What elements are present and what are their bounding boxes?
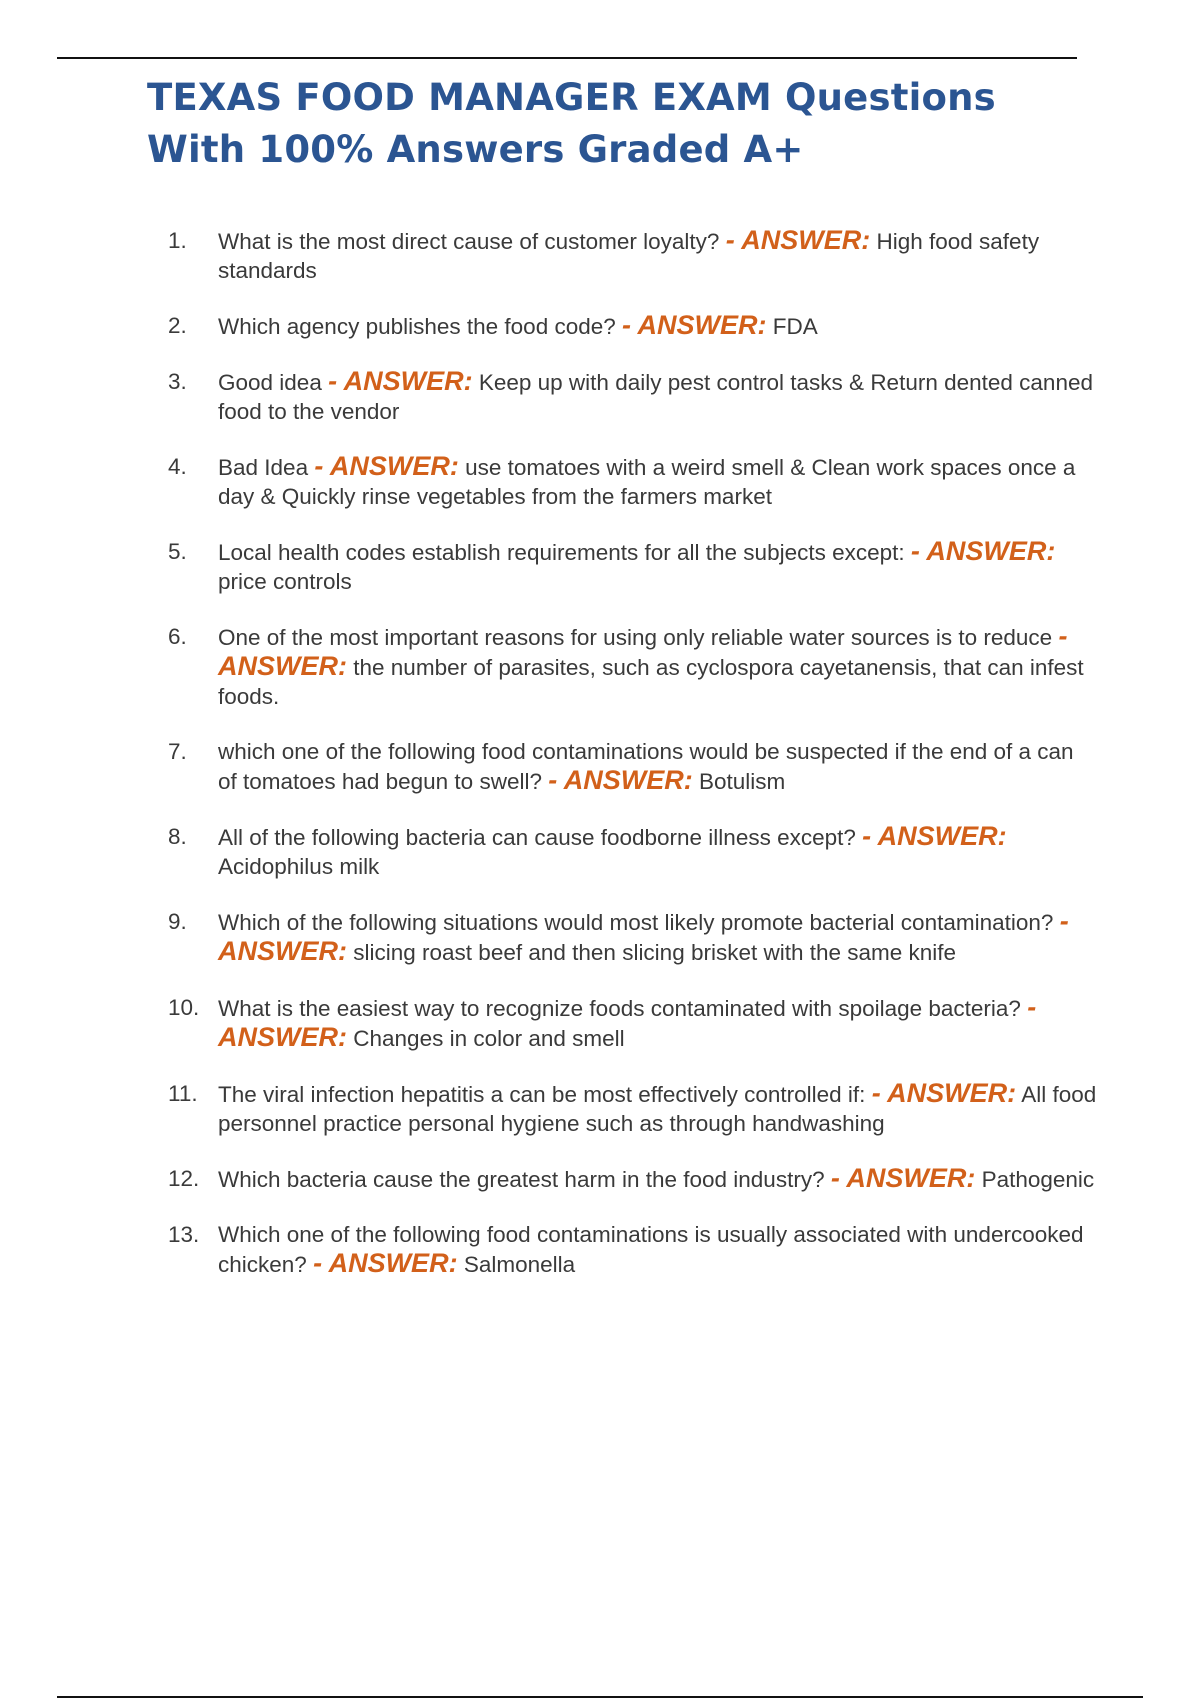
answer-text: Keep up with daily pest control tasks & Return dented canned food to the vendor xyxy=(218,370,1093,424)
question-item xyxy=(168,452,1098,511)
question-number: 11. xyxy=(168,1081,198,1106)
question-body xyxy=(218,622,1098,711)
question-number: 9. xyxy=(168,909,187,934)
bottom-divider xyxy=(57,1696,1143,1698)
question-number: 12. xyxy=(168,1166,200,1191)
question-body xyxy=(218,367,1098,426)
question-item xyxy=(168,907,1098,967)
question-text: Which agency publishes the food code? xyxy=(218,314,616,339)
answer-text: Changes in color and smell xyxy=(353,1026,625,1051)
answer-text: slicing roast beef and then slicing brisket with the same knife xyxy=(353,940,957,965)
answer-label: - ANSWER: xyxy=(830,1163,976,1193)
question-text: which one of the following food contaminations would be suspected if the end of a can of tomatoes had begun to swell? xyxy=(218,739,1074,794)
question-body xyxy=(218,452,1098,511)
answer-label: - ANSWER: xyxy=(218,906,1069,966)
answer-text: Salmonella xyxy=(463,1252,576,1277)
question-number: 1. xyxy=(168,228,187,253)
question-item xyxy=(168,537,1098,596)
question-text: What is the easiest way to recognize foods contaminated with spoilage bacteria? xyxy=(218,996,1021,1021)
question-item xyxy=(168,737,1098,796)
question-item xyxy=(168,822,1098,881)
answer-text: FDA xyxy=(772,314,818,339)
question-number: 5. xyxy=(168,539,187,564)
question-number: 3. xyxy=(168,369,187,394)
question-number: 10. xyxy=(168,995,200,1020)
question-item xyxy=(168,1164,1098,1194)
answer-text: All food personnel practice personal hygiene such as through handwashing xyxy=(218,1082,1097,1136)
answer-text: use tomatoes with a weird smell & Clean work spaces once a day & Quickly rinse vegetables from the farmers market xyxy=(218,455,1076,509)
question-text: Local health codes establish requirements for all the subjects except: xyxy=(218,540,905,565)
question-item xyxy=(168,993,1098,1053)
question-item xyxy=(168,311,1098,341)
question-text: Which one of the following food contaminations is usually associated with undercooked chicken? xyxy=(218,1222,1084,1277)
answer-text: the number of parasites, such as cyclospora cayetanensis, that can infest foods. xyxy=(218,655,1084,709)
question-text: One of the most important reasons for using only reliable water sources is to reduce xyxy=(218,625,1053,650)
question-body xyxy=(218,1164,1098,1194)
question-body xyxy=(218,311,1098,341)
question-body xyxy=(218,993,1098,1053)
answer-label: - ANSWER: xyxy=(218,992,1037,1052)
question-text: Bad Idea xyxy=(218,455,309,480)
top-divider xyxy=(57,57,1077,59)
answer-label: - ANSWER: xyxy=(313,1248,458,1278)
question-text: Which bacteria cause the greatest harm in the food industry? xyxy=(218,1167,825,1192)
answer-label: - ANSWER: xyxy=(548,765,693,795)
question-body xyxy=(218,1079,1098,1138)
answer-label: - ANSWER: xyxy=(871,1078,1017,1108)
question-item xyxy=(168,1220,1098,1279)
question-body xyxy=(218,226,1098,285)
answer-label: - ANSWER: xyxy=(725,225,871,255)
question-number: 8. xyxy=(168,824,187,849)
answer-label: - ANSWER: xyxy=(862,821,1007,851)
answer-text: Pathogenic xyxy=(981,1167,1095,1192)
question-item xyxy=(168,622,1098,711)
question-text: Which of the following situations would most likely promote bacterial contamination? xyxy=(218,910,1054,935)
question-list xyxy=(168,226,1098,1279)
answer-label: - ANSWER: xyxy=(622,310,767,340)
document-title: TEXAS FOOD MANAGER EXAM Questions With 100% Answers Graded A+ xyxy=(147,76,996,171)
question-number: 7. xyxy=(168,739,187,764)
question-body xyxy=(218,822,1098,881)
question-body xyxy=(218,537,1098,596)
question-number: 13. xyxy=(168,1222,200,1247)
question-item xyxy=(168,1079,1098,1138)
question-body xyxy=(218,1220,1098,1279)
question-number: 4. xyxy=(168,454,187,479)
question-text: Good idea xyxy=(218,370,322,395)
answer-text: Botulism xyxy=(698,769,786,794)
answer-label: - ANSWER: xyxy=(314,451,459,481)
answer-text: price controls xyxy=(218,569,352,594)
answer-text: Acidophilus milk xyxy=(218,854,380,879)
question-number: 6. xyxy=(168,624,187,649)
question-text: The viral infection hepatitis a can be most effectively controlled if: xyxy=(218,1082,866,1107)
question-item xyxy=(168,367,1098,426)
answer-label: - ANSWER: xyxy=(328,366,473,396)
question-body xyxy=(218,907,1098,967)
answer-text: High food safety standards xyxy=(218,229,1040,283)
question-body xyxy=(218,737,1098,796)
question-text: All of the following bacteria can cause foodborne illness except? xyxy=(218,825,856,850)
answer-label: - ANSWER: xyxy=(910,536,1056,566)
answer-label: - ANSWER: xyxy=(218,621,1068,681)
question-item xyxy=(168,226,1098,285)
question-text: What is the most direct cause of customer loyalty? xyxy=(218,229,720,254)
question-number: 2. xyxy=(168,313,187,338)
